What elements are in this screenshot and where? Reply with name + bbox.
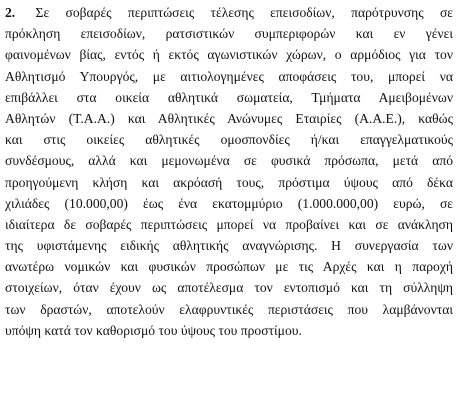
document-page xyxy=(5,2,453,341)
paragraph-line-1 xyxy=(5,2,453,23)
paragraph-line-13: ανωτέρω νομικών και φυσικών προσώπων με τις Αρχές και η παροχή xyxy=(5,259,453,275)
paragraph-line-10: χιλιάδες (10.000,00) έως ένα εκατομμύριο (1.000.000,00) ευρώ, σε xyxy=(5,195,453,211)
paragraph-line-4: Αθλητισμό Υπουργός, με αιτιολογημένες αποφάσεις του, μπορεί να xyxy=(5,68,453,84)
paragraph-line-12: της υφιστάμενης ειδικής αθλητικής αναγνώρισης. Η συνεργασία των xyxy=(5,238,453,254)
paragraph-line-16: υπόψη κατά τον καθορισμό του ύψους του προστίμου. xyxy=(5,322,302,338)
paragraph-line-7: και στις οικείες αθλητικές ομοσπονδίες ή/και επαγγελματικούς xyxy=(5,132,453,148)
paragraph-line-2: πρόκληση επεισοδίων, ρατσιστικών συμπεριφορών και εν γένει xyxy=(5,26,453,42)
paragraph-line-3: φαινομένων βίας, εντός ή εκτός αγωνιστικών χώρων, ο αρμόδιος για τον xyxy=(5,47,453,63)
paragraph-number: 2. xyxy=(5,5,16,20)
paragraph-line-6: Αθλητών (Τ.Α.Α.) και Αθλητικές Ανώνυμες Εταιρίες (Α.Α.Ε.), καθώς xyxy=(5,110,453,126)
paragraph-line-8: συνδέσμους, αλλά και μεμονωμένα σε φυσικά πρόσωπα, μετά από xyxy=(5,153,453,169)
paragraph-line-11: ιδιαίτερα δε σοβαρές περιπτώσεις μπορεί να προβαίνει και σε ανάκληση xyxy=(5,216,453,232)
line-text: Σε σοβαρές περιπτώσεις τέλεσης επεισοδίων, παρότρυνσης σε xyxy=(35,5,453,20)
paragraph-line-9: προηγούμενη κλήση και ακρόασή τους, πρόστιμα ύψους από δέκα xyxy=(5,174,453,190)
paragraph-line-5: επιβάλλει στα οικεία αθλητικά σωματεία, Τμήματα Αμειβομένων xyxy=(5,89,453,105)
paragraph-line-14: στοιχείων, όταν έχουν ως αποτέλεσμα τον εντοπισμό και τη σύλληψη xyxy=(5,280,453,296)
paragraph-line-15: των δραστών, αποτελούν ελαφρυντικές περιστάσεις που λαμβάνονται xyxy=(5,301,453,317)
